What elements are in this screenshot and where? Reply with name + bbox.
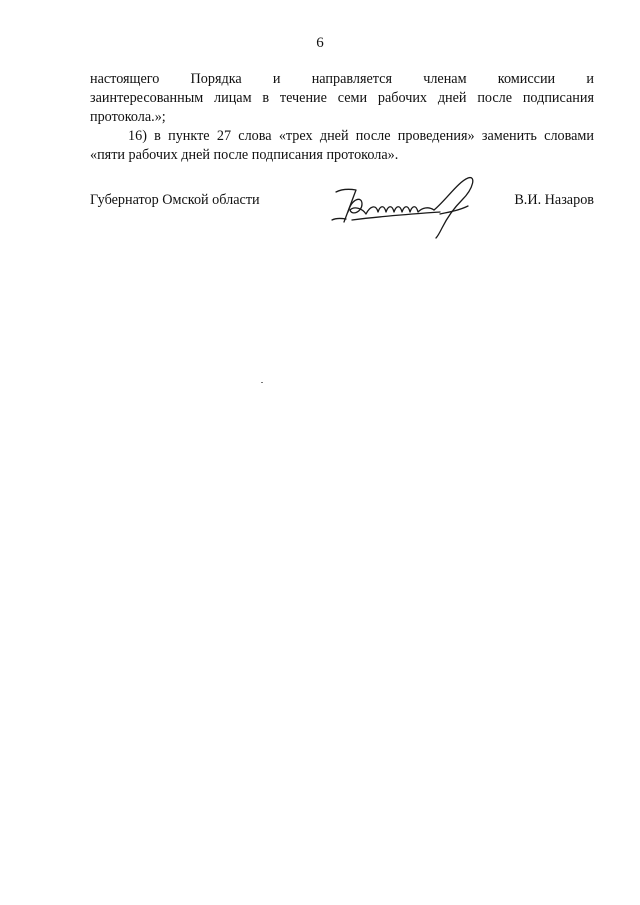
- word: членам: [423, 71, 467, 87]
- word: направляется: [311, 71, 392, 87]
- text-line-2: заинтересованным лицам в течение семи рабочих дней после подписания: [90, 90, 594, 106]
- word: настоящего: [90, 71, 160, 87]
- signatory-title: Губернатор Омской области: [90, 192, 260, 208]
- signatory-name: В.И. Назаров: [514, 192, 594, 208]
- document-body: [90, 70, 594, 165]
- word: и: [586, 71, 594, 87]
- word: комиссии: [497, 71, 556, 87]
- word: Порядка: [190, 71, 242, 87]
- handwritten-signature: [322, 170, 492, 240]
- word: и: [272, 71, 281, 87]
- signature-block: [90, 170, 594, 240]
- page-number: 6: [316, 35, 324, 51]
- text-line-1: [90, 70, 594, 89]
- scan-artifact: [261, 382, 263, 383]
- text-line-5: «пяти рабочих дней после подписания протокола».: [90, 147, 399, 163]
- text-line-3: протокола.»;: [90, 109, 166, 125]
- text-line-4: 16) в пункте 27 слова «трех дней после проведения» заменить словами: [128, 128, 594, 144]
